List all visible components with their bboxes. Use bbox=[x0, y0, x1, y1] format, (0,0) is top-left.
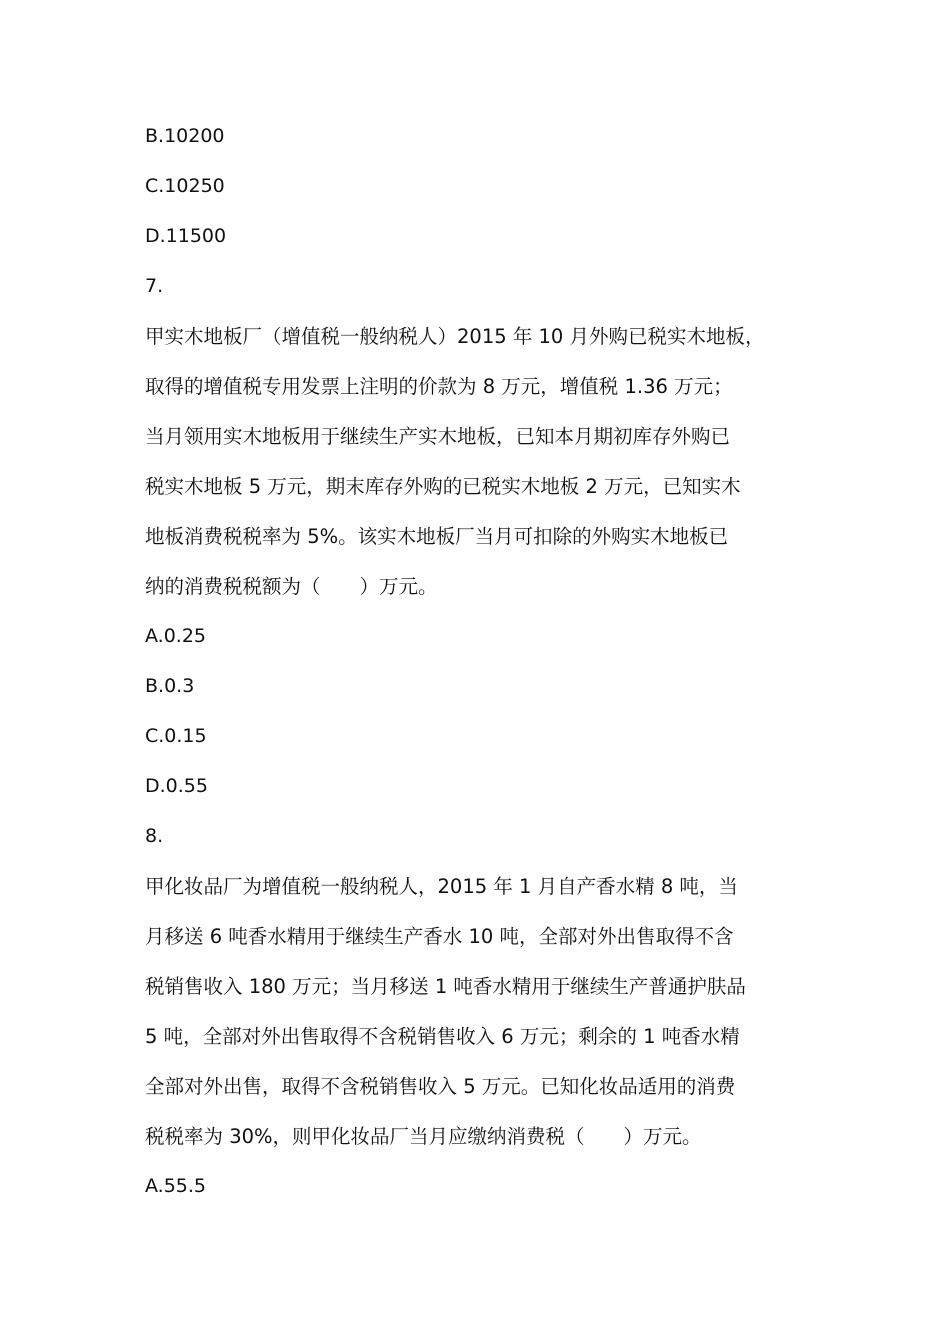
question-8-text bbox=[145, 870, 810, 1170]
question-7-line: 纳的消费税税额为（ ）万元。 bbox=[145, 575, 438, 598]
option-c-prev: C.10250 bbox=[145, 175, 225, 197]
question-7-line: 甲实木地板厂（增值税一般纳税人）2015 年 10 月外购已税实木地板， bbox=[145, 325, 765, 348]
question-8-line: 月移送 6 吨香水精用于继续生产香水 10 吨，全部对外出售取得不含 bbox=[145, 925, 734, 948]
question-7-line: 税实木地板 5 万元，期末库存外购的已税实木地板 2 万元，已知实木 bbox=[145, 475, 741, 498]
question-8-line: 全部对外出售，取得不含税销售收入 5 万元。已知化妆品适用的消费 bbox=[145, 1075, 736, 1098]
question-7-number: 7. bbox=[145, 275, 164, 297]
question-8-number: 8. bbox=[145, 825, 164, 847]
question-7-text bbox=[145, 320, 810, 620]
question-8-line: 甲化妆品厂为增值税一般纳税人，2015 年 1 月自产香水精 8 吨，当 bbox=[145, 875, 738, 898]
question-7-option-c: C.0.15 bbox=[145, 725, 207, 747]
document-content bbox=[145, 120, 810, 1220]
question-7-option-b: B.0.3 bbox=[145, 675, 195, 697]
question-7-line: 地板消费税税率为 5%。该实木地板厂当月可扣除的外购实木地板已 bbox=[145, 525, 729, 548]
question-8-option-a: A.55.5 bbox=[145, 1175, 207, 1197]
question-8-line: 5 吨，全部对外出售取得不含税销售收入 6 万元；剩余的 1 吨香水精 bbox=[145, 1025, 740, 1048]
question-7-option-d: D.0.55 bbox=[145, 775, 208, 797]
question-7-option-a: A.0.25 bbox=[145, 625, 207, 647]
question-7-line: 取得的增值税专用发票上注明的价款为 8 万元，增值税 1.36 万元； bbox=[145, 375, 733, 398]
option-d-prev: D.11500 bbox=[145, 225, 227, 247]
question-7-line: 当月领用实木地板用于继续生产实木地板，已知本月期初库存外购已 bbox=[145, 425, 731, 448]
question-8-line: 税税率为 30%，则甲化妆品厂当月应缴纳消费税（ ）万元。 bbox=[145, 1125, 702, 1148]
option-b-prev: B.10200 bbox=[145, 125, 225, 147]
question-8-line: 税销售收入 180 万元；当月移送 1 吨香水精用于继续生产普通护肤品 bbox=[145, 975, 746, 998]
